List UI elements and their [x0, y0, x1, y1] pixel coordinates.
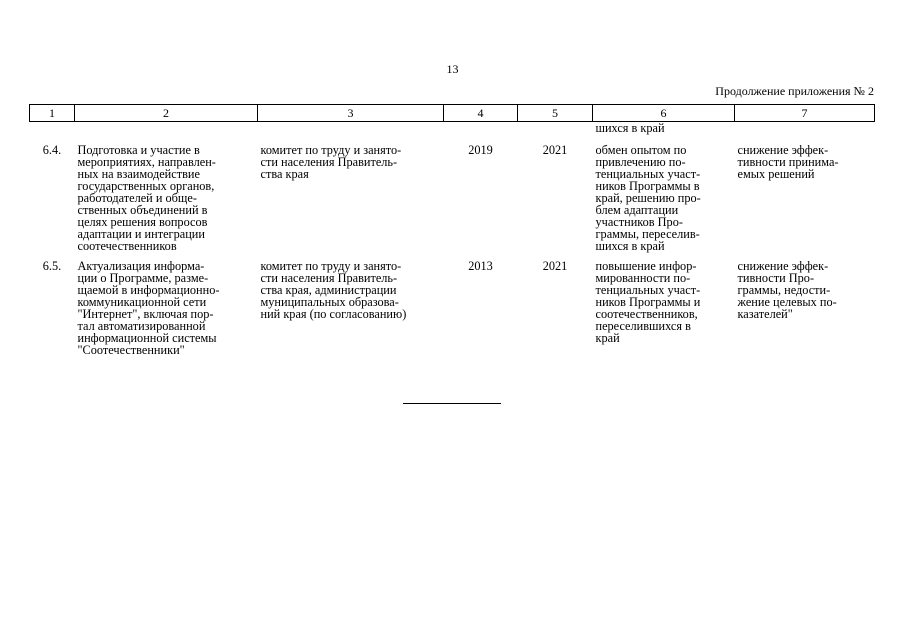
header-col-7: 7	[735, 105, 875, 122]
end-of-document-line	[403, 403, 501, 404]
header-col-4: 4	[444, 105, 518, 122]
row-number: 6.4.	[42, 143, 62, 157]
page-number: 13	[446, 62, 459, 76]
row-activity: Актуализация информа- ции о Программе, разме- щаемой в информационно- коммуникационной сети "Интернет", включая пор- тал автоматизированной информационной системы "Соотечественники"	[77, 259, 220, 357]
row-end-year: 2021	[542, 143, 568, 157]
row-start-year: 2013	[468, 259, 493, 273]
carry-over-result: шихся в край	[595, 121, 665, 135]
continuation-label: Продолжение приложения № 2	[715, 84, 874, 98]
header-col-2: 2	[75, 105, 258, 122]
table-row	[30, 144, 875, 260]
row-consequence: снижение эффек- тивности Про- граммы, недости- жение целевых по- казателей"	[737, 259, 837, 321]
row-start-year: 2019	[468, 143, 493, 157]
row-result: обмен опытом по привлечению по- тенциальных участ- ников Программы в край, решению про- блем адаптации участников Про- граммы, переселив- шихся в край	[595, 143, 701, 253]
row-executor: комитет по труду и занято- сти населения Правитель- ства края, администрации муниципальных образова- ний края (по согласованию)	[260, 259, 407, 321]
row-end-year: 2021	[542, 259, 568, 273]
header-col-1: 1	[30, 105, 75, 122]
header-row	[30, 105, 875, 122]
header-col-3: 3	[258, 105, 444, 122]
row-number: 6.5.	[42, 259, 62, 273]
row-executor: комитет по труду и занято- сти населения Правитель- ства края	[260, 143, 402, 181]
header-col-6: 6	[593, 105, 735, 122]
carry-over-row	[30, 122, 875, 145]
row-consequence: снижение эффек- тивности принима- емых решений	[737, 143, 839, 181]
row-activity: Подготовка и участие в мероприятиях, направлен- ных на взаимодействие государственных органов, работодателей и обще- ственных объединений в целях решения вопросов адаптации и интеграции соотечественников	[77, 143, 216, 253]
table-row	[30, 260, 875, 356]
row-result: повышение инфор- мированности по- тенциальных участ- ников Программы и соотечественников, переселившихся в край	[595, 259, 701, 345]
program-measures-table	[29, 104, 875, 356]
header-col-5: 5	[518, 105, 593, 122]
